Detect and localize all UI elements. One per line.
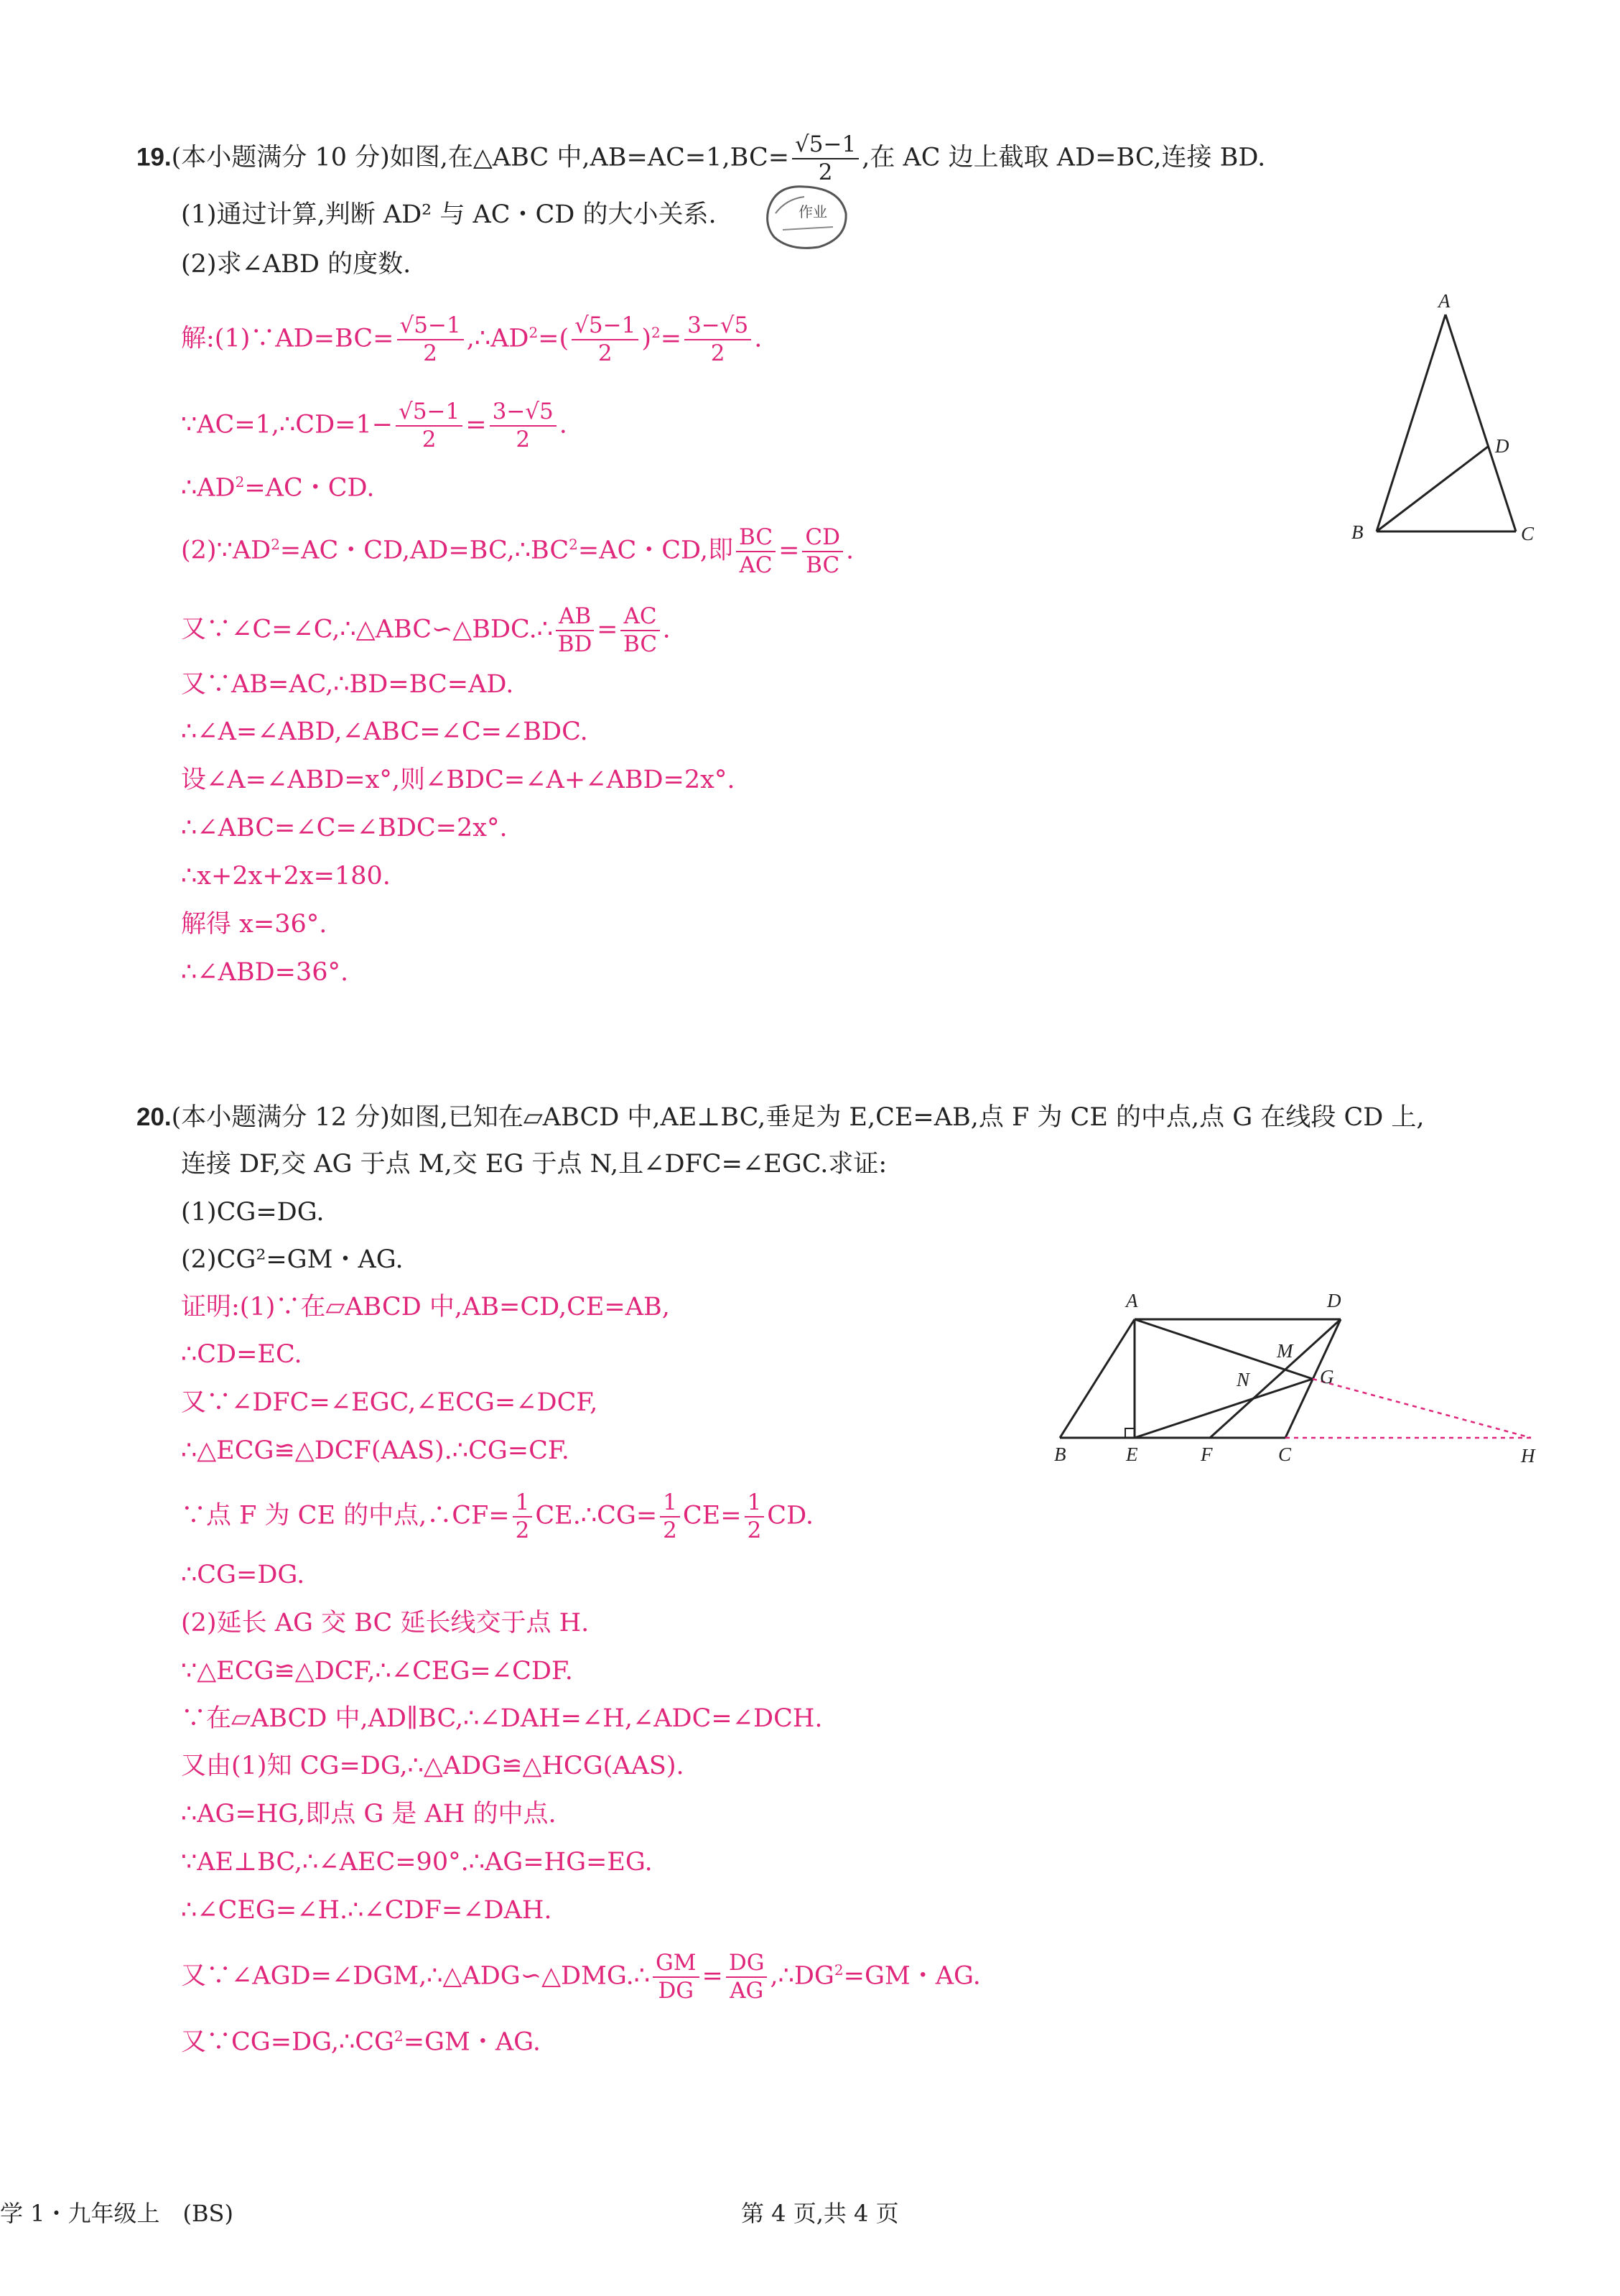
q20-number: 20. [136, 1103, 172, 1131]
q20-sol-line7: (2)延长 AG 交 BC 延长线交于点 H. [181, 1609, 590, 1637]
q19-bc-numerator: √5−1 [792, 134, 859, 159]
q20-sol-line5: ∵点 F 为 CE 的中点,∴CF= $\frac{1}{2}$ CE.∴CG= $\frac{1}{2}$ CE= $\frac{1}{2}$ CD. [181, 1489, 814, 1543]
q20-part2: (2)CG²=GM・AG. [181, 1245, 404, 1274]
q19-part2: (2)求∠ABD 的度数. [181, 250, 411, 279]
q20-sol-line3: 又∵∠DFC=∠EGC,∠ECG=∠DCF, [181, 1388, 598, 1417]
q20-header-text: (本小题满分 12 分)如图,已知在▱ABCD 中,AE⊥BC,垂足为 E,CE=AB,点 F 为 CE 的中点,点 G 在线段 CD 上, [171, 1103, 1425, 1132]
footer-page-number: 第 4 页,共 4 页 [741, 2200, 899, 2227]
q19-header-b: ,在 AC 边上截取 AD=BC,连接 BD. [862, 143, 1266, 172]
q20-label-F: F [1201, 1444, 1213, 1465]
q19-part1: (1)通过计算,判断 AD² 与 AC・CD 的大小关系. [181, 200, 717, 229]
q19-sol-line5: 又∵∠C=∠C,∴△ABC∽△BDC.∴ $\frac{AB}{BD}$ = $\frac{AC}{BC}$ . [181, 603, 671, 657]
q19-sol-line12: ∴∠ABD=36°. [181, 958, 349, 987]
q19-triangle-figure [1336, 287, 1551, 546]
q19-label-C: C [1521, 523, 1535, 544]
q20-header2: 连接 DF,交 AG 于点 M,交 EG 于点 N,且∠DFC=∠EGC.求证: [181, 1150, 888, 1179]
q20-label-E: E [1126, 1444, 1138, 1465]
q20-label-B: B [1054, 1444, 1066, 1465]
q19-sol-line10: ∴x+2x+2x=180. [181, 862, 391, 891]
q20-sol-line6: ∴CG=DG. [181, 1561, 305, 1589]
q20-label-M: M [1277, 1340, 1293, 1362]
q20-sol-line8: ∵△ECG≌△DCF,∴∠CEG=∠CDF. [181, 1657, 573, 1686]
q20-header [136, 1101, 1425, 1134]
q20-sol-line13: ∴∠CEG=∠H.∴∠CDF=∠DAH. [181, 1896, 552, 1925]
q19-header [136, 131, 1266, 185]
q19-label-D: D [1495, 435, 1509, 457]
q19-sol-line7: ∴∠A=∠ABD,∠ABC=∠C=∠BDC. [181, 717, 588, 746]
q20-sol-line1: 证明:(1)∵在▱ABCD 中,AB=CD,CE=AB, [181, 1293, 670, 1321]
q19-sol-line1: 解:(1)∵AD=BC= $\frac{√5-1}{2}$ $,\therefore AD^2=$( $\frac{√5-1}{2}$ )$^2$= $\frac{3-√5}{2}$ . [181, 312, 763, 366]
q20-sol-line14: 又∵∠AGD=∠DGM,∴△ADG∽△DMG.∴ $\frac{GM}{DG}$ = $\frac{DG}{AG}$ $,\therefore DG^2=GM$・AG. [181, 1950, 981, 2004]
q19-sol-line8: 设∠A=∠ABD=x°,则∠BDC=∠A+∠ABD=2x°. [181, 766, 735, 794]
q20-sol-line2: ∴CD=EC. [181, 1340, 302, 1369]
q20-label-C: C [1278, 1444, 1292, 1465]
q20-sol-line12: ∵AE⊥BC,∴∠AEC=90°.∴AG=HG=EG. [181, 1848, 653, 1877]
stamp-text: 作业 [799, 203, 827, 220]
homework-stamp [761, 181, 855, 256]
q20-label-H: H [1521, 1445, 1535, 1465]
q19-label-A: A [1438, 290, 1451, 312]
q19-sol-line11: 解得 x=36°. [181, 910, 327, 939]
q20-label-N: N [1237, 1369, 1250, 1390]
q20-label-G: G [1320, 1366, 1334, 1388]
q19-header-a: (本小题满分 10 分)如图,在△ABC 中,AB=AC=1,BC= [171, 143, 790, 172]
footer-left: 学 1・九年级上 (BS) [0, 2200, 233, 2227]
q20-parallelogram-figure [1041, 1278, 1558, 1465]
q19-bc-fraction [792, 131, 859, 185]
q19-sol-line6: 又∵AB=AC,∴BD=BC=AD. [181, 670, 514, 699]
q20-sol-line9: ∵在▱ABCD 中,AD∥BC,∴∠DAH=∠H,∠ADC=∠DCH. [181, 1704, 823, 1733]
q19-number: 19. [136, 143, 172, 172]
q20-sol-line10: 又由(1)知 CG=DG,∴△ADG≌△HCG(AAS). [181, 1752, 684, 1780]
q19-sol-line3: $\therefore AD^2=AC$・CD. [181, 473, 375, 503]
q20-label-A: A [1126, 1290, 1138, 1311]
q20-sol-line15: 又$\because CG=DG,\therefore CG^2=GM$・AG. [181, 2027, 541, 2057]
q19-sol-line4: $(2)\because AD^2=AC$・$CD,AD=BC,\therefore BC^2=AC$・CD,即 $\frac{BC}{AC}$ = $\frac{CD}{BC}$ . [181, 524, 855, 578]
q19-sol-line9: ∴∠ABC=∠C=∠BDC=2x°. [181, 814, 508, 842]
q20-part1: (1)CG=DG. [181, 1198, 325, 1227]
q20-sol-line4: ∴△ECG≌△DCF(AAS).∴CG=CF. [181, 1436, 569, 1465]
q20-label-D: D [1327, 1290, 1341, 1311]
q19-sol-line2: ∵AC=1,∴CD=1− $\frac{√5-1}{2}$ = $\frac{3-√5}{2}$ . [181, 399, 567, 452]
q19-bc-denominator: 2 [818, 159, 833, 185]
q20-sol-line11: ∴AG=HG,即点 G 是 AH 的中点. [181, 1800, 557, 1828]
q19-label-B: B [1351, 521, 1364, 543]
